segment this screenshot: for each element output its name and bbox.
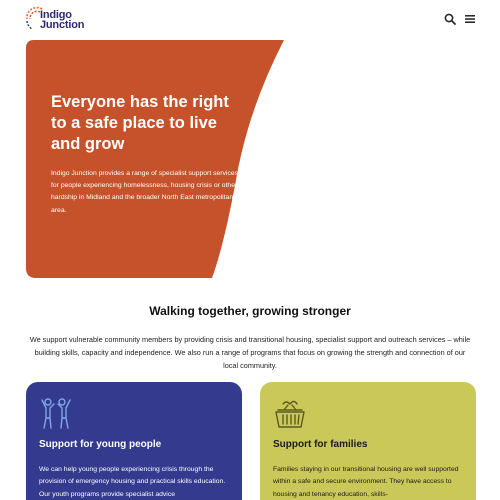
hero-banner xyxy=(26,40,286,278)
logo[interactable] xyxy=(24,6,104,36)
card-title: Support for young people xyxy=(39,439,162,450)
header-actions xyxy=(444,13,476,27)
card-text: Families staying in our transitional housing are well supported within a safe and secure environment. They have access to housing and tenancy education, skills- xyxy=(273,466,459,498)
logo-line-1: Indigo xyxy=(40,9,72,21)
basket-icon xyxy=(272,396,308,430)
hero-background-shape xyxy=(26,40,286,278)
card-title: Support for families xyxy=(273,439,368,450)
card-text: We can help young people experiencing crisis through the provision of emergency housing and practical skills education. Our youth programs provide specialist advice xyxy=(39,466,226,498)
card-young-people[interactable] xyxy=(26,382,242,500)
young-people-icon xyxy=(38,396,74,430)
hero-title: Everyone has the right to a safe place to live and grow xyxy=(51,93,229,153)
hamburger-menu-icon[interactable] xyxy=(464,13,476,25)
hero-description: Indigo Junction provides a range of specialist support services for people experiencing homelessness, housing crisis or other hardship in Midland and the broader North East metropolitan area. xyxy=(51,170,239,214)
logo-line-2: Junction xyxy=(40,19,85,31)
logo-text xyxy=(40,10,84,30)
section-description: We support vulnerable community members by providing crisis and transitional housing, specialist support and outreach services – while building skills, capacity and independence. We also run a range of programs that focus on growing the strength and connection of our local community. xyxy=(29,335,471,370)
site-header xyxy=(0,0,500,40)
search-icon[interactable] xyxy=(444,13,456,25)
section-title: Walking together, growing stronger xyxy=(149,304,351,318)
card-families[interactable] xyxy=(260,382,476,500)
